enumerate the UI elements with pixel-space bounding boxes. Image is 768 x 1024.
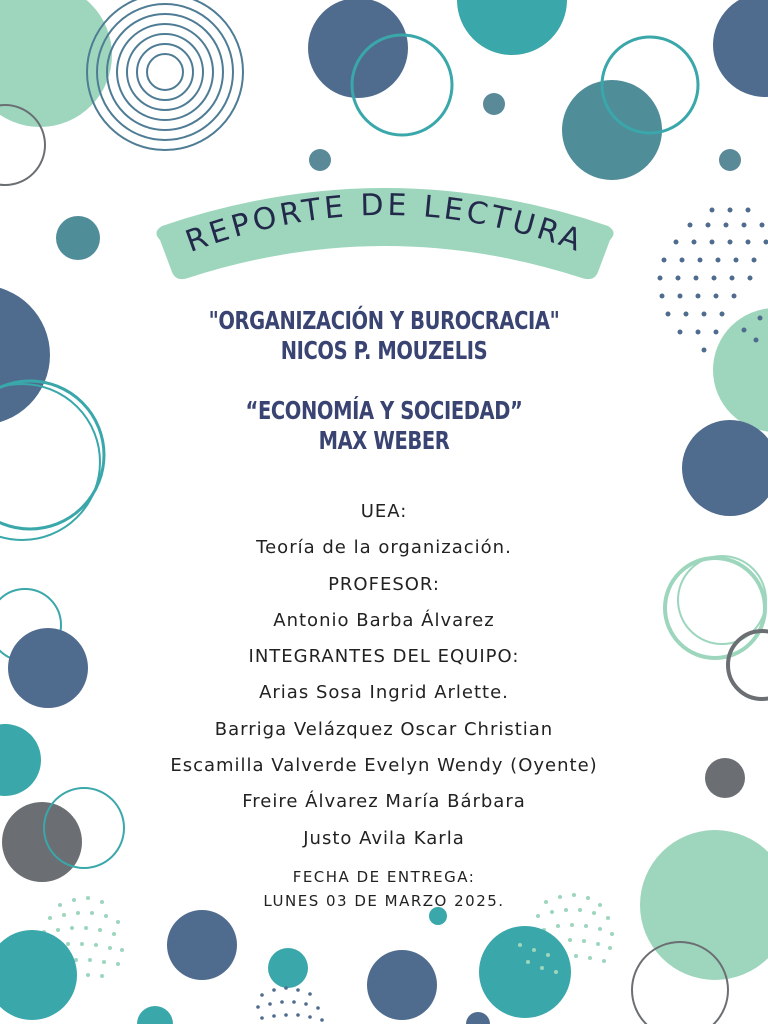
teal-circle [457, 0, 567, 55]
team-label: INTEGRANTES DEL EQUIPO: [248, 646, 520, 668]
teal-circle [0, 724, 41, 796]
steel-blue-circle [8, 628, 88, 708]
team-member: Arias Sosa Ingrid Arlette. [259, 682, 509, 704]
steel-blue-circle [0, 285, 50, 425]
small-slate-dot [483, 93, 505, 115]
teal-circle [268, 948, 308, 988]
book-2-author: MAX WEBER [318, 426, 450, 455]
slate-circle [56, 216, 100, 260]
delivery-label: FECHA DE ENTREGA: [292, 867, 476, 886]
steel-blue-circle [682, 420, 768, 516]
book-2-title: “ECONOMÍA Y SOCIEDAD” [245, 396, 523, 425]
gray-ring [728, 631, 768, 699]
teal-circle [137, 1006, 173, 1024]
uea-value: Teoría de la organización. [256, 537, 512, 559]
report-details [84, 498, 684, 913]
delivery-value: LUNES 03 DE MARZO 2025. [263, 891, 505, 910]
spiral-rings [87, 0, 243, 150]
steel-blue-circle [713, 0, 768, 97]
slate-circle [466, 1012, 490, 1024]
small-slate-dot [309, 149, 331, 171]
steel-blue-circle [167, 910, 237, 980]
steel-blue-circle [367, 950, 437, 1020]
professor-value: Antonio Barba Álvarez [273, 609, 495, 631]
uea-label: UEA: [360, 501, 408, 522]
team-member: Barriga Velázquez Oscar Christian [214, 718, 554, 740]
book-titles [84, 306, 684, 456]
book-1-title: "ORGANIZACIÓN Y BUROCRACIA" [208, 306, 560, 335]
gray-circle [705, 758, 745, 798]
steel-blue-circle [308, 0, 408, 98]
title-banner [150, 178, 620, 288]
book-1-author: NICOS P. MOUZELIS [280, 336, 488, 365]
team-member: Escamilla Valverde Evelyn Wendy (Oyente) [170, 755, 598, 777]
dot-pattern [256, 986, 324, 1022]
team-member: Justo Avila Karla [303, 827, 465, 849]
gray-circle [2, 802, 82, 882]
teal-circle [0, 930, 77, 1020]
professor-label: PROFESOR: [328, 573, 440, 595]
slate-circle [562, 80, 662, 180]
mint-circle [713, 308, 768, 432]
report-title: REPORTE DE LECTURA [181, 187, 589, 260]
small-slate-dot [719, 149, 741, 171]
team-member: Freire Álvarez María Bárbara [242, 791, 526, 813]
